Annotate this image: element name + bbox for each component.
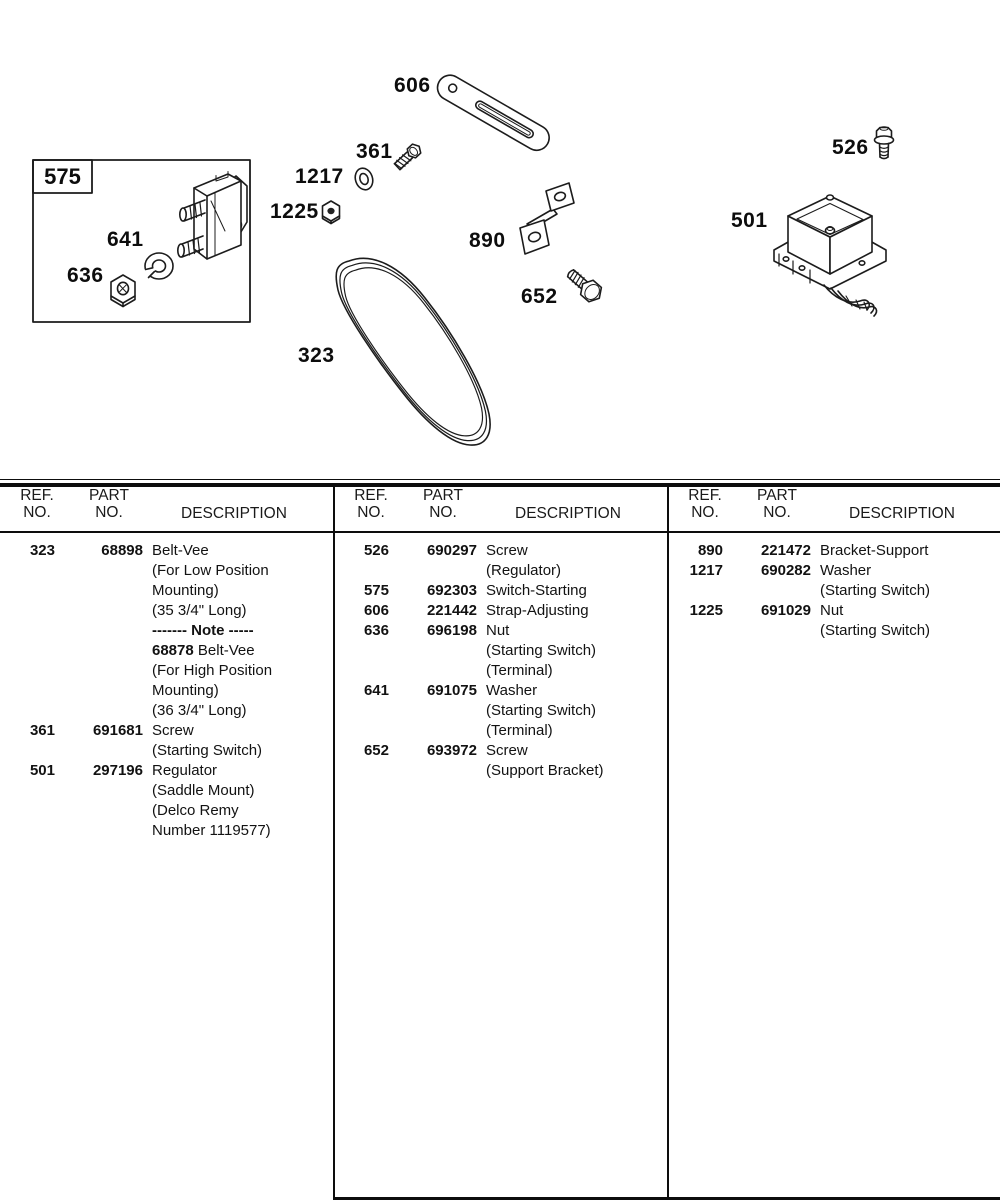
part-no-cell: 690297 (426, 542, 477, 559)
header-ref-line1: REF. (20, 487, 54, 504)
terminal-nut-drawing (111, 275, 135, 307)
table-row-line-1225 (668, 601, 1000, 621)
description-cell: Washer (820, 562, 872, 579)
table-row-line (668, 621, 1000, 641)
description-cell: (For High Position (152, 662, 273, 679)
regulator-screw-drawing (875, 127, 894, 159)
lock-washer-drawing (140, 253, 173, 282)
ref-no-cell (0, 641, 55, 661)
part-no-cell: 68898 (101, 542, 143, 559)
part-label-nut-switch: 1225 (270, 200, 319, 223)
ref-no-cell (668, 581, 723, 601)
table-top-thick-rule (0, 483, 1000, 487)
part-no-cell: 297196 (92, 762, 143, 779)
ref-no-cell: 1225 (689, 602, 723, 619)
description-cell: Nut (820, 602, 844, 619)
part-no-cell: 696198 (426, 622, 477, 639)
part-label-belt: 323 (298, 344, 335, 367)
description-cell: (Delco Remy (152, 802, 239, 819)
switch-washer-drawing (353, 166, 376, 192)
part-no-cell (389, 641, 477, 661)
part-no-cell: 221472 (760, 542, 811, 559)
header-part-line1: PART (757, 487, 797, 504)
description-cell: (Starting Switch) (486, 702, 597, 719)
description-cell: 68878 Belt-Vee (152, 642, 255, 659)
header-ref-line2: NO. (691, 504, 719, 521)
part-no-cell (389, 721, 477, 741)
ref-no-cell (334, 761, 389, 781)
header-part-line2: NO. (763, 504, 791, 521)
starting-switch-drawing (178, 172, 247, 260)
strap-drawing (433, 71, 554, 155)
table-row-line-652 (334, 741, 667, 761)
part-no-cell (723, 581, 811, 601)
description-cell: (Support Bracket) (486, 762, 604, 779)
description-cell: Strap-Adjusting (486, 602, 589, 619)
description-cell: Nut (486, 622, 510, 639)
description-cell: (Starting Switch) (820, 622, 931, 639)
part-label-washer-switch: 1217 (295, 165, 344, 188)
part-no-cell (389, 661, 477, 681)
description-cell: (Terminal) (486, 662, 553, 679)
header-ref-line2: NO. (23, 504, 51, 521)
header-part-col1 (78, 487, 140, 521)
header-part-line1: PART (423, 487, 463, 504)
table-row-line (0, 561, 333, 581)
table-row-line-1217 (668, 561, 1000, 581)
table-row-line (334, 641, 667, 661)
ref-no-cell: 636 (363, 622, 389, 639)
ref-no-cell: 890 (697, 542, 723, 559)
ref-no-cell (0, 801, 55, 821)
table-row-line (0, 781, 333, 801)
part-no-cell (55, 741, 143, 761)
table-row-line-526 (334, 541, 667, 561)
part-no-cell (389, 561, 477, 581)
header-part-col3 (746, 487, 808, 521)
description-cell: Washer (486, 682, 538, 699)
table-row-line (0, 581, 333, 601)
ref-no-cell: 526 (363, 542, 389, 559)
header-ref-col1 (8, 487, 66, 521)
table-row-line (0, 701, 333, 721)
table-top-thin-rule (0, 479, 1000, 480)
table-row-line (0, 661, 333, 681)
part-no-cell (55, 701, 143, 721)
table-row-line (334, 761, 667, 781)
part-label-strap: 606 (394, 74, 431, 97)
table-row-line-501 (0, 761, 333, 781)
parts-table-column-1 (0, 541, 333, 841)
part-label-washer-terminal: 641 (107, 228, 144, 251)
description-cell: Mounting) (152, 582, 219, 599)
part-no-cell (55, 641, 143, 661)
table-row-line-606 (334, 601, 667, 621)
part-no-cell: 691681 (92, 722, 143, 739)
header-ref-line2: NO. (357, 504, 385, 521)
description-cell: ------- Note ----- (152, 622, 254, 639)
part-label-screw-support: 652 (521, 285, 558, 308)
description-cell: (Starting Switch) (820, 582, 931, 599)
table-row-line (334, 661, 667, 681)
table-row-line (0, 801, 333, 821)
ref-no-cell (334, 721, 389, 741)
header-desc-col2: DESCRIPTION (515, 505, 621, 522)
description-cell: (Starting Switch) (152, 742, 263, 759)
description-cell: (36 3/4" Long) (152, 702, 247, 719)
header-desc-col3: DESCRIPTION (849, 505, 955, 522)
ref-no-cell: 501 (29, 762, 55, 779)
description-cell: Bracket-Support (820, 542, 929, 559)
table-row-line (334, 701, 667, 721)
part-no-cell: 693972 (426, 742, 477, 759)
ref-no-cell (0, 601, 55, 621)
header-ref-line1: REF. (354, 487, 388, 504)
part-label-bracket: 890 (469, 229, 506, 252)
part-no-cell (55, 821, 143, 841)
part-label-switch-box: 575 (44, 163, 81, 189)
part-label-screw-regulator: 526 (832, 136, 869, 159)
part-no-cell: 691029 (760, 602, 811, 619)
header-part-line2: NO. (429, 504, 457, 521)
ref-no-cell (0, 661, 55, 681)
description-cell: (35 3/4" Long) (152, 602, 247, 619)
description-cell: Screw (486, 742, 528, 759)
description-cell: (For Low Position (152, 562, 269, 579)
switch-nut-drawing (323, 201, 340, 224)
ref-no-cell (0, 741, 55, 761)
support-bracket-drawing (520, 183, 574, 254)
ref-no-cell: 323 (29, 542, 55, 559)
table-row-line-575 (334, 581, 667, 601)
description-cell: Screw (152, 722, 194, 739)
ref-no-cell (0, 561, 55, 581)
ref-no-cell: 361 (29, 722, 55, 739)
part-no-cell (55, 681, 143, 701)
description-cell: Mounting) (152, 682, 219, 699)
table-row-line (0, 621, 333, 641)
description-cell: (Terminal) (486, 722, 553, 739)
header-part-col2 (412, 487, 474, 521)
starting-switch-screw-drawing (393, 142, 423, 171)
support-bracket-screw-drawing (563, 265, 605, 305)
table-row-line (0, 601, 333, 621)
parts-table-column-3 (668, 541, 1000, 641)
header-part-line2: NO. (95, 504, 123, 521)
table-row-line (0, 741, 333, 761)
part-no-cell (55, 801, 143, 821)
ref-no-cell (0, 701, 55, 721)
header-desc-col1: DESCRIPTION (181, 505, 287, 522)
description-cell: (Saddle Mount) (152, 782, 255, 799)
description-cell: Number 1119577) (152, 822, 271, 839)
header-ref-col3 (676, 487, 734, 521)
table-row-line (0, 821, 333, 841)
ref-no-cell: 1217 (689, 562, 723, 579)
ref-no-cell (0, 781, 55, 801)
description-cell: Regulator (152, 762, 218, 779)
v-belt-drawing (336, 258, 490, 445)
header-ref-col2 (342, 487, 400, 521)
part-label-regulator: 501 (731, 209, 768, 232)
part-no-cell (55, 581, 143, 601)
ref-no-cell (0, 581, 55, 601)
part-no-cell (389, 761, 477, 781)
table-row-line-636 (334, 621, 667, 641)
part-no-cell (389, 701, 477, 721)
part-no-cell (55, 621, 143, 641)
header-ref-line1: REF. (688, 487, 722, 504)
ref-no-cell: 641 (363, 682, 389, 699)
parts-table-column-2 (334, 541, 667, 781)
table-row-line-361 (0, 721, 333, 741)
description-cell: Screw (486, 542, 528, 559)
table-row-line (0, 681, 333, 701)
table-row-line-323 (0, 541, 333, 561)
table-header-rule (0, 531, 1000, 533)
part-label-nut-terminal: 636 (67, 264, 104, 287)
ref-no-cell (0, 681, 55, 701)
ref-no-cell (334, 701, 389, 721)
table-row-line (334, 721, 667, 741)
part-no-cell: 690282 (760, 562, 811, 579)
part-no-cell (55, 561, 143, 581)
part-label-screw-starting: 361 (356, 140, 393, 163)
table-row-line (0, 641, 333, 661)
ref-no-cell (0, 821, 55, 841)
table-row-line-890 (668, 541, 1000, 561)
ref-no-cell: 606 (363, 602, 389, 619)
description-cell: Switch-Starting (486, 582, 587, 599)
part-no-cell: 692303 (426, 582, 477, 599)
ref-no-cell: 652 (363, 742, 389, 759)
part-no-cell (55, 601, 143, 621)
ref-no-cell (334, 661, 389, 681)
part-no-cell: 691075 (426, 682, 477, 699)
description-cell: (Regulator) (486, 562, 562, 579)
table-row-line-641 (334, 681, 667, 701)
part-no-cell (55, 781, 143, 801)
header-part-line1: PART (89, 487, 129, 504)
description-cell: (Starting Switch) (486, 642, 597, 659)
ref-no-cell (334, 641, 389, 661)
ref-no-cell (668, 621, 723, 641)
part-no-cell (55, 661, 143, 681)
regulator-drawing (774, 195, 886, 316)
table-row-line (334, 561, 667, 581)
ref-no-cell (0, 621, 55, 641)
description-cell: Belt-Vee (152, 542, 209, 559)
ref-no-cell (334, 561, 389, 581)
part-no-cell (723, 621, 811, 641)
ref-no-cell: 575 (363, 582, 389, 599)
part-no-cell: 221442 (426, 602, 477, 619)
table-row-line (668, 581, 1000, 601)
